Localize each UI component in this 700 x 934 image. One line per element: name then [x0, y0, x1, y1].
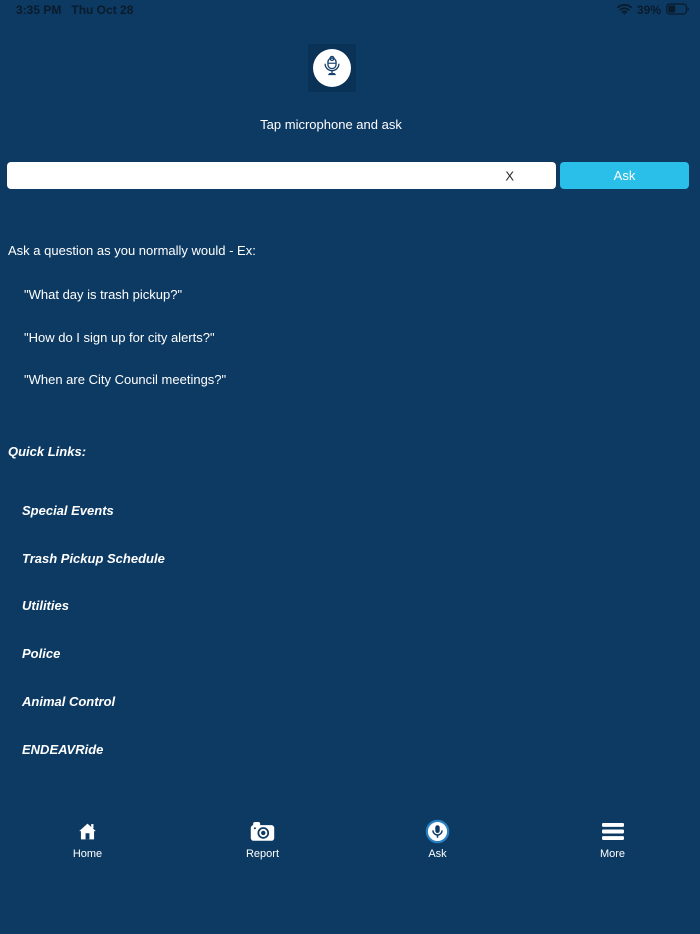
- tab-report[interactable]: [175, 812, 350, 872]
- instructions-intro: Ask a question as you normally would - Ex:: [8, 243, 256, 258]
- microphone-icon: [319, 53, 345, 84]
- microphone-circle: [313, 49, 351, 87]
- home-icon: [77, 818, 98, 844]
- tab-bar: [0, 812, 700, 872]
- mic-hint-text: Tap microphone and ask: [260, 117, 402, 132]
- microphone-button[interactable]: [308, 44, 356, 92]
- camera-icon: [250, 818, 275, 844]
- hamburger-menu-icon: [602, 818, 624, 844]
- clear-input-button[interactable]: X: [505, 168, 514, 183]
- quick-link-animal-control[interactable]: Animal Control: [22, 694, 116, 709]
- example-question: "How do I sign up for city alerts?": [24, 330, 215, 345]
- status-date: Thu Oct 28: [71, 3, 134, 17]
- status-right: [617, 3, 690, 18]
- tab-ask-label: Ask: [428, 848, 447, 860]
- quick-links-heading: Quick Links:: [8, 444, 87, 459]
- status-bar: [0, 0, 700, 20]
- quick-link-utilities[interactable]: Utilities: [22, 598, 69, 613]
- tab-ask[interactable]: [350, 812, 525, 872]
- quick-link-endeavride[interactable]: ENDEAVRide: [22, 742, 104, 757]
- quick-link-police[interactable]: Police: [22, 646, 61, 661]
- ask-submit-button[interactable]: Ask: [560, 162, 689, 189]
- tab-home-label: Home: [72, 848, 103, 860]
- example-question: "When are City Council meetings?": [24, 372, 227, 387]
- ask-input-wrap: [7, 162, 556, 189]
- quick-link-trash-pickup-schedule[interactable]: Trash Pickup Schedule: [22, 551, 165, 566]
- status-left: [16, 3, 133, 17]
- status-time: 3:35 PM: [16, 3, 62, 17]
- tab-report-label: Report: [245, 848, 280, 860]
- ask-input[interactable]: [7, 162, 556, 189]
- mic-circle-icon: [425, 818, 450, 844]
- tab-more[interactable]: [525, 812, 700, 872]
- wifi-icon: [617, 3, 632, 18]
- tab-home[interactable]: [0, 812, 175, 872]
- battery-icon: [666, 3, 690, 18]
- quick-link-special-events[interactable]: Special Events: [22, 503, 114, 518]
- battery-percent: 39%: [636, 3, 661, 17]
- example-question: "What day is trash pickup?": [24, 287, 183, 302]
- tab-more-label: More: [599, 848, 626, 860]
